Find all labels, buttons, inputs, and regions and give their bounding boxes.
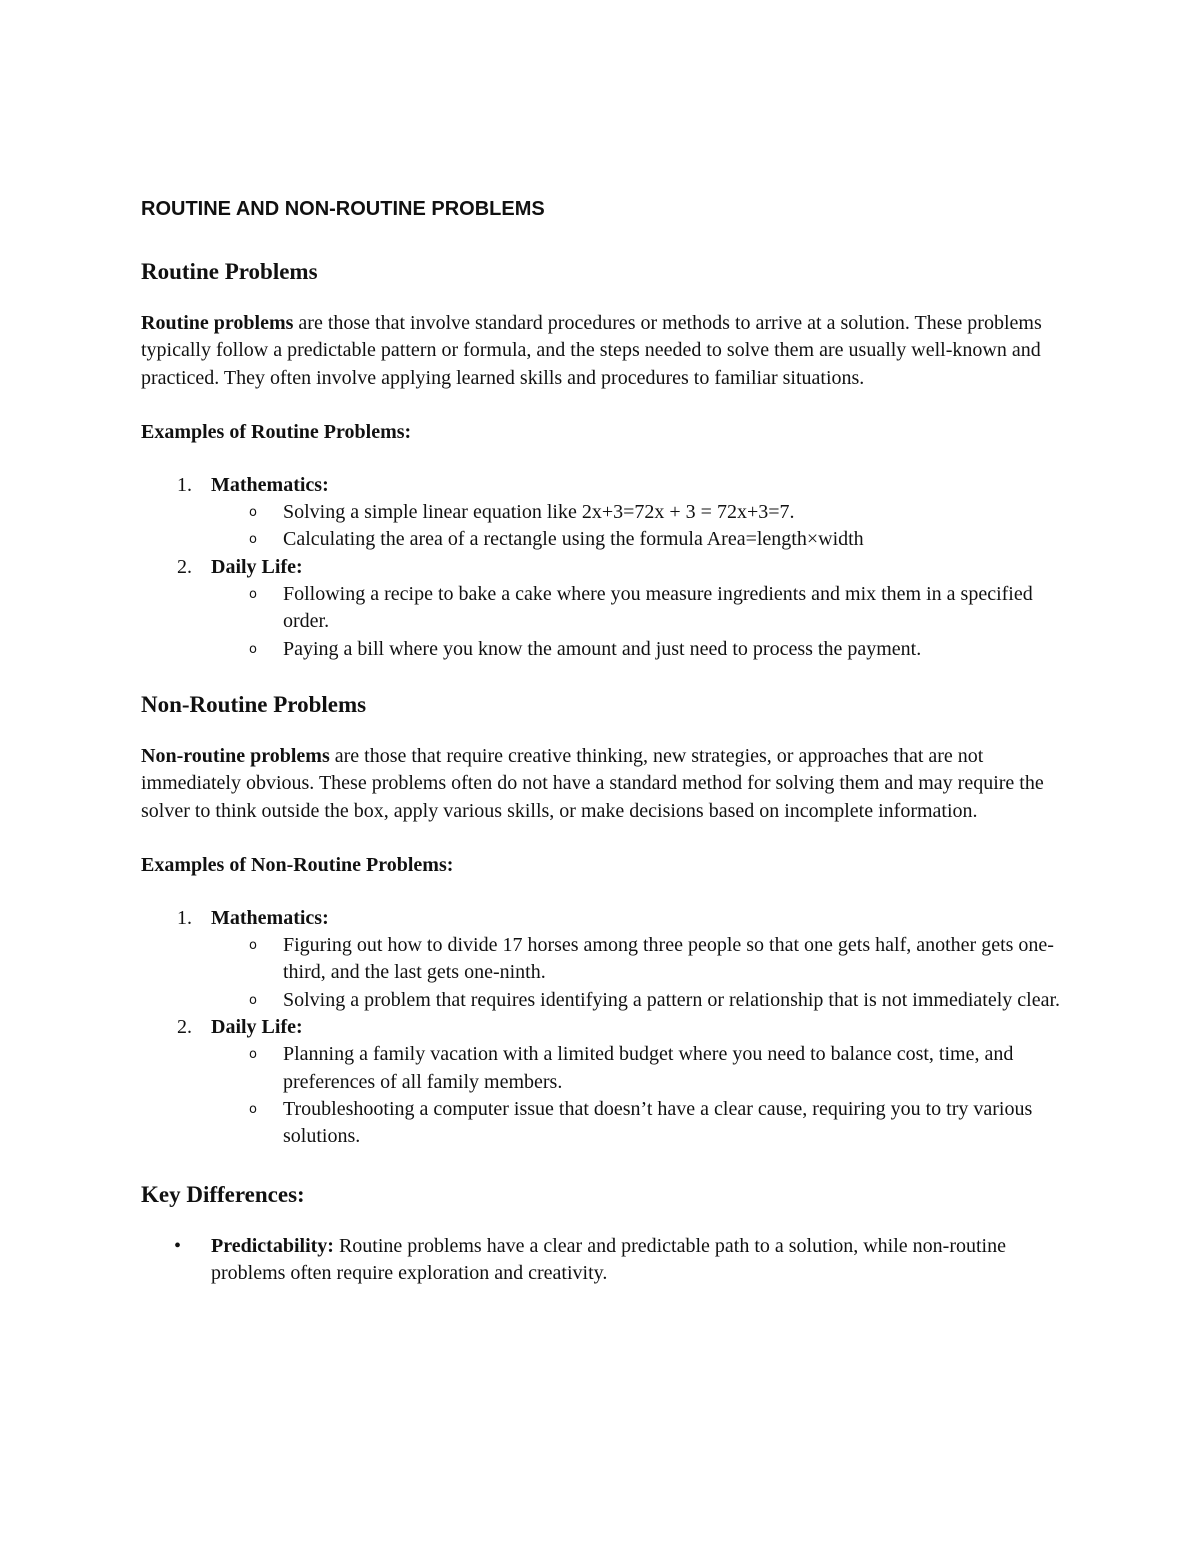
routine-intro-text: are those that involve standard procedures or methods to arrive at a solution. These problems typically follow a predictable pattern or formula, and the steps needed to solve them are usually well-known and practiced. They often involve applying learned skills and procedures to familiar situations.: [141, 312, 1042, 389]
routine-examples-list: [141, 472, 1061, 663]
differences-heading: Key Differences:: [141, 1181, 305, 1207]
list-number: 2.: [177, 555, 192, 578]
list-item: [211, 987, 1061, 1014]
nonroutine-intro-text: are those that require creative thinking, new strategies, or approaches that are not immediately obvious. These problems often do not have a standard method for solving them and may require the solver to think outside the box, apply various skills, or make decisions based on incomplete information.: [141, 744, 1044, 822]
nonroutine-examples-list: [141, 905, 1061, 1151]
circle-bullet-icon: o: [249, 532, 257, 548]
item-text: Solving a problem that requires identifying a pattern or relationship that is not immediately clear.: [283, 988, 1061, 1011]
nonroutine-intro-term: Non-routine problems: [141, 744, 330, 767]
item-text: Solving a simple linear equation like 2x+3=72x + 3 = 72x+3=7.: [283, 501, 795, 524]
circle-bullet-icon: o: [249, 641, 257, 657]
category-label: Mathematics:: [211, 473, 329, 496]
item-text: Following a recipe to bake a cake where you measure ingredients and mix them in a specified order.: [283, 583, 1033, 633]
sub-list: [211, 1041, 1061, 1150]
item-text: Figuring out how to divide 17 horses among three people so that one gets half, another gets one-third, and the last gets one-ninth.: [283, 934, 1054, 984]
list-number: 1.: [177, 906, 192, 929]
list-item: [211, 526, 1061, 553]
routine-examples-heading: Examples of Routine Problems:: [141, 420, 412, 443]
routine-intro-term: Routine problems: [141, 312, 294, 334]
circle-bullet-icon: o: [249, 1047, 257, 1063]
item-text: Troubleshooting a computer issue that doesn’t have a clear cause, requiring you to try various solutions.: [283, 1097, 1033, 1148]
sub-list: [211, 581, 1061, 663]
list-number: 2.: [177, 1016, 192, 1039]
differences-list: [141, 1233, 1061, 1288]
document-title: ROUTINE AND NON-ROUTINE PROBLEMS: [141, 198, 545, 220]
circle-bullet-icon: o: [249, 505, 257, 521]
routine-intro: [141, 310, 1061, 392]
list-item: [211, 636, 1061, 663]
item-text: Calculating the area of a rectangle using the formula Area=length×width: [283, 528, 864, 551]
routine-heading: Routine Problems: [141, 259, 318, 284]
list-item: [211, 581, 1061, 636]
nonroutine-intro: [141, 743, 1061, 825]
circle-bullet-icon: o: [249, 992, 257, 1008]
sub-list: [211, 932, 1061, 1014]
list-item: [211, 932, 1061, 987]
category-label: Daily Life:: [211, 555, 303, 578]
circle-bullet-icon: o: [249, 587, 257, 603]
list-item: [141, 554, 1061, 663]
category-label: Daily Life:: [211, 1016, 303, 1039]
nonroutine-heading: Non-Routine Problems: [141, 691, 367, 717]
circle-bullet-icon: o: [249, 938, 257, 954]
document-page: [141, 192, 1061, 1287]
list-item: [211, 1041, 1061, 1096]
sub-list: [211, 499, 1061, 554]
list-item: [211, 1096, 1061, 1151]
difference-label: Predictability:: [211, 1234, 334, 1257]
list-item: [141, 472, 1061, 554]
list-item: [141, 1233, 1061, 1288]
circle-bullet-icon: o: [249, 1101, 257, 1117]
list-item: [141, 1014, 1061, 1150]
category-label: Mathematics:: [211, 906, 329, 929]
list-item: [211, 499, 1061, 526]
item-text: Planning a family vacation with a limited budget where you need to balance cost, time, and preferences of all family members.: [283, 1043, 1014, 1093]
difference-text: Routine problems have a clear and predictable path to a solution, while non-routine problems often require exploration and creativity.: [211, 1234, 1006, 1284]
item-text: Paying a bill where you know the amount and just need to process the payment.: [283, 637, 922, 660]
nonroutine-examples-heading: Examples of Non-Routine Problems:: [141, 853, 454, 876]
bullet-icon: •: [174, 1234, 182, 1257]
list-number: 1.: [177, 473, 192, 496]
list-item: [141, 905, 1061, 1014]
